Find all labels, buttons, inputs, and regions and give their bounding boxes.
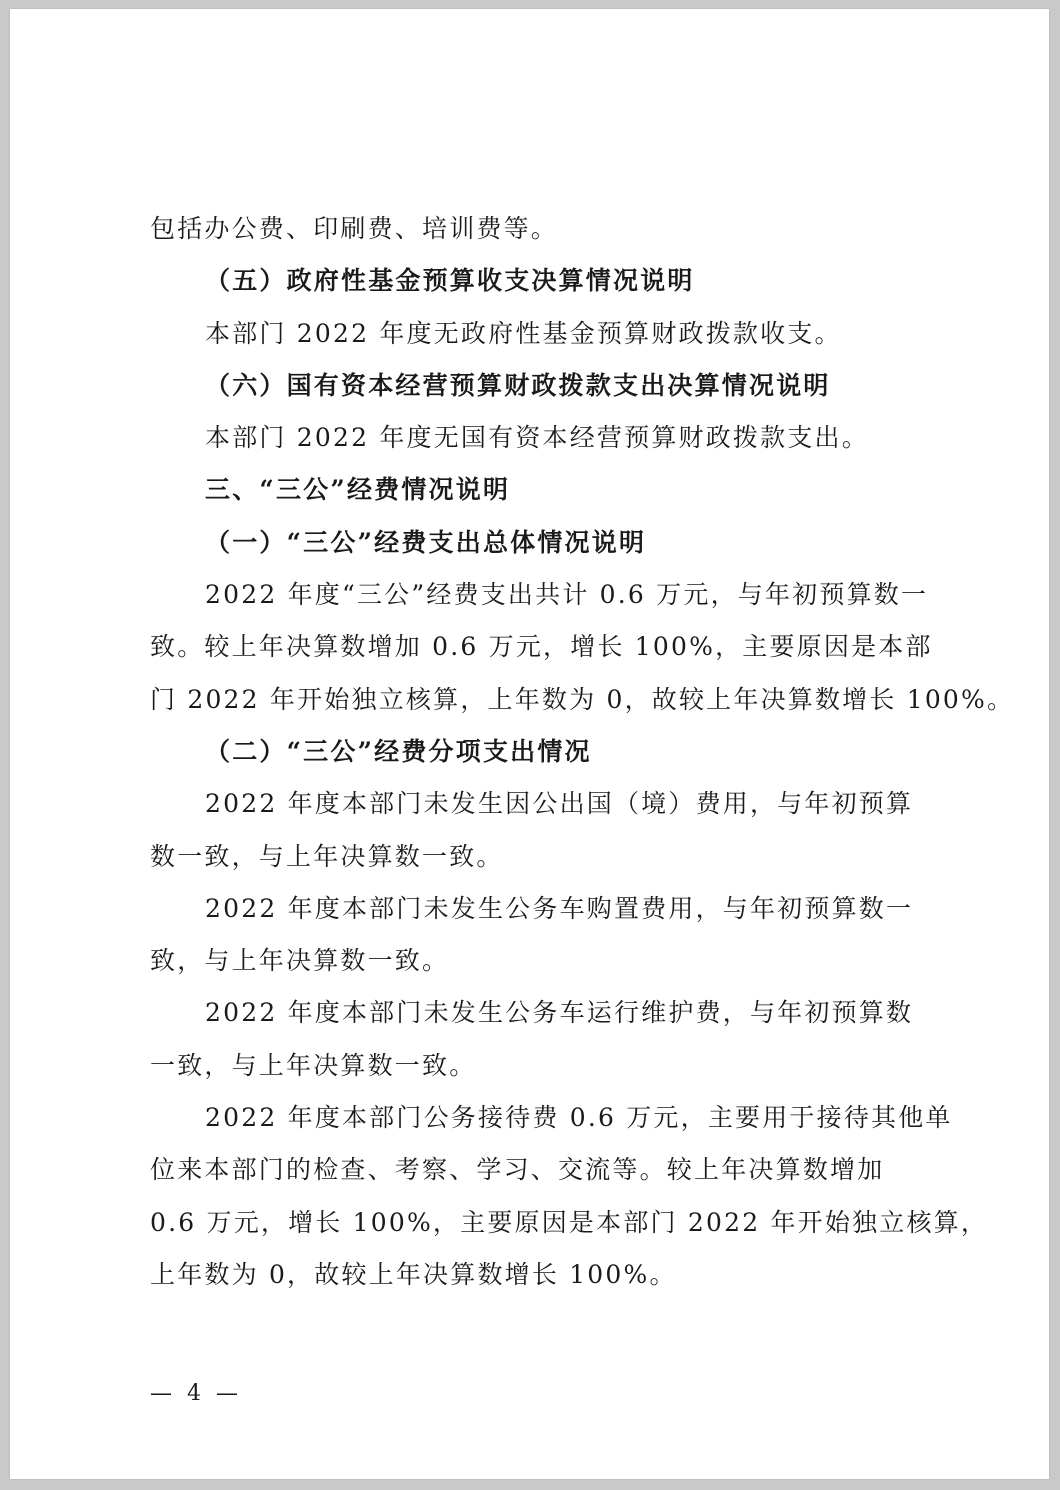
paragraph-line: 2022 年度本部门公务接待费 0.6 万元，主要用于接待其他单 (205, 1103, 953, 1133)
chapter-heading: 三、“三公”经费情况说明 (205, 475, 511, 505)
paragraph-line: 上年数为 0，故较上年决算数增长 100%。 (150, 1259, 677, 1289)
paragraph-line: 2022 年度本部门未发生公务车购置费用，与年初预算数一 (205, 893, 914, 923)
paragraph-line: 致，与上年决算数一致。 (150, 946, 450, 976)
paragraph-line: 0.6 万元，增长 100%，主要原因是本部门 2022 年开始独立核算， (150, 1207, 989, 1237)
paragraph-line: 致。较上年决算数增加 0.6 万元，增长 100%，主要原因是本部 (150, 632, 933, 662)
paragraph-line: 2022 年度本部门未发生公务车运行维护费，与年初预算数 (205, 998, 914, 1028)
page-body (150, 203, 1015, 1301)
section-heading: （六）国有资本经营预算财政拨款支出决算情况说明 (205, 370, 831, 400)
section-heading: （一）“三公”经费支出总体情况说明 (205, 527, 647, 557)
document-page (10, 9, 1049, 1479)
paragraph-line: 一致，与上年决算数一致。 (150, 1050, 477, 1080)
paragraph-line: 2022 年度本部门未发生因公出国（境）费用，与年初预算 (205, 789, 914, 819)
page-number: — 4 — (150, 1381, 242, 1406)
paragraph-line: 本部门 2022 年度无政府性基金预算财政拨款收支。 (205, 318, 842, 348)
paragraph-line: 本部门 2022 年度无国有资本经营预算财政拨款支出。 (205, 423, 869, 453)
paragraph-line: 门 2022 年开始独立核算，上年数为 0，故较上年决算数增长 100%。 (150, 684, 1015, 714)
paragraph-line: 2022 年度“三公”经费支出共计 0.6 万元，与年初预算数一 (205, 580, 929, 610)
paragraph-line: 包括办公费、印刷费、培训费等。 (150, 214, 559, 243)
section-heading: （二）“三公”经费分项支出情况 (205, 736, 592, 766)
paragraph-line: 位来本部门的检查、考察、学习、交流等。较上年决算数增加 (150, 1155, 885, 1185)
paragraph-line: 数一致，与上年决算数一致。 (150, 841, 504, 871)
section-heading: （五）政府性基金预算收支决算情况说明 (205, 266, 695, 296)
